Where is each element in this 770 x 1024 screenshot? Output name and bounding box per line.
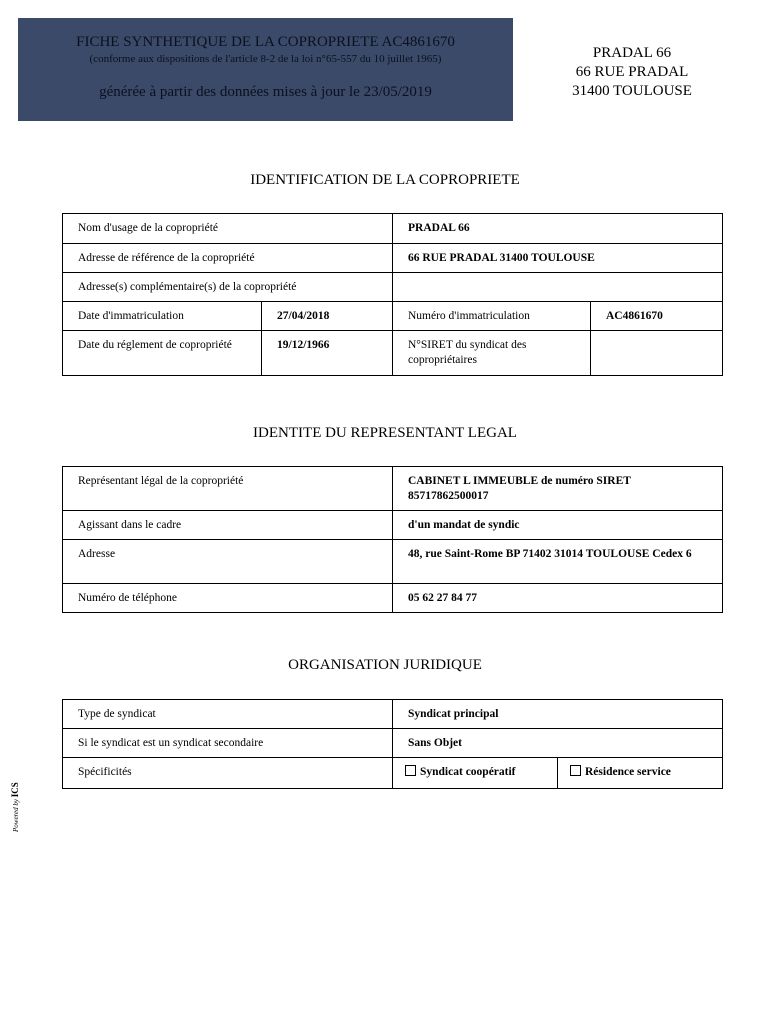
property-address (548, 44, 716, 101)
table-row (63, 540, 723, 584)
mandate-value: d'un mandat de syndic (393, 511, 723, 540)
representant-table (62, 466, 723, 613)
registration-date-value: 27/04/2018 (262, 302, 393, 331)
table-row (63, 758, 723, 789)
section-title-identification: IDENTIFICATION DE LA COPROPRIETE (250, 172, 520, 188)
document-subtitle: (conforme aux dispositions de l'article 8-2 de la loi n°65-557 du 10 juillet 1965) (89, 53, 442, 65)
mandate-label: Agissant dans le cadre (63, 511, 393, 540)
regulation-date-label: Date du réglement de copropriété (63, 331, 262, 376)
reference-address-label: Adresse de référence de la copropriété (63, 244, 393, 273)
legal-representative-value: CABINET L IMMEUBLE de numéro SIRET 85717862500017 (393, 467, 723, 511)
table-row (63, 244, 723, 273)
identification-table (62, 213, 723, 376)
residence-label: Résidence service (585, 766, 671, 778)
table-row (63, 700, 723, 729)
syndicate-type-label: Type de syndicat (63, 700, 393, 729)
phone-label: Numéro de téléphone (63, 584, 393, 613)
organisation-table (62, 699, 723, 789)
powered-by-text: Powered by (12, 799, 20, 832)
complementary-address-value (393, 273, 723, 302)
syndicate-type-value: Syndicat principal (393, 700, 723, 729)
generation-date: générée à partir des données mises à jour le 23/05/2019 (99, 84, 432, 100)
section-title-organisation: ORGANISATION JURIDIQUE (288, 657, 482, 673)
cooperative-label: Syndicat coopératif (420, 766, 516, 778)
header-banner (18, 18, 513, 121)
usage-name-label: Nom d'usage de la copropriété (63, 214, 393, 244)
residence-option (558, 758, 723, 789)
section-title-representant: IDENTITE DU REPRESENTANT LEGAL (253, 425, 517, 441)
table-row (63, 511, 723, 540)
regulation-date-value: 19/12/1966 (262, 331, 393, 376)
address-line-3: 31400 TOULOUSE (572, 83, 692, 99)
secondary-syndicate-label: Si le syndicat est un syndicat secondaire (63, 729, 393, 758)
table-row (63, 467, 723, 511)
registration-number-label: Numéro d'immatriculation (393, 302, 591, 331)
table-row (63, 273, 723, 302)
representative-address-label: Adresse (63, 540, 393, 584)
legal-representative-label: Représentant légal de la copropriété (63, 467, 393, 511)
reference-address-value: 66 RUE PRADAL 31400 TOULOUSE (393, 244, 723, 273)
registration-number-value: AC4861670 (591, 302, 723, 331)
complementary-address-label: Adresse(s) complémentaire(s) de la copropriété (63, 273, 393, 302)
cooperative-option (393, 758, 558, 789)
secondary-syndicate-value: Sans Objet (393, 729, 723, 758)
registration-date-label: Date d'immatriculation (63, 302, 262, 331)
powered-by-label (10, 772, 20, 832)
usage-name-value: PRADAL 66 (393, 214, 723, 244)
table-row (63, 584, 723, 613)
brand-text: ICS (10, 782, 20, 798)
cooperative-checkbox[interactable] (405, 765, 416, 776)
siret-value (591, 331, 723, 376)
document-title: FICHE SYNTHETIQUE DE LA COPROPRIETE AC4861670 (76, 34, 455, 50)
table-row (63, 331, 723, 376)
representative-address-value: 48, rue Saint-Rome BP 71402 31014 TOULOUSE Cedex 6 (393, 540, 723, 584)
specificities-label: Spécificités (63, 758, 393, 789)
table-row (63, 302, 723, 331)
table-row (63, 729, 723, 758)
table-row (63, 214, 723, 244)
residence-checkbox[interactable] (570, 765, 581, 776)
address-line-1: PRADAL 66 (592, 45, 672, 61)
phone-value: 05 62 27 84 77 (393, 584, 723, 613)
siret-label: N°SIRET du syndicat des copropriétaires (393, 331, 591, 376)
address-line-2: 66 RUE PRADAL (575, 64, 689, 80)
